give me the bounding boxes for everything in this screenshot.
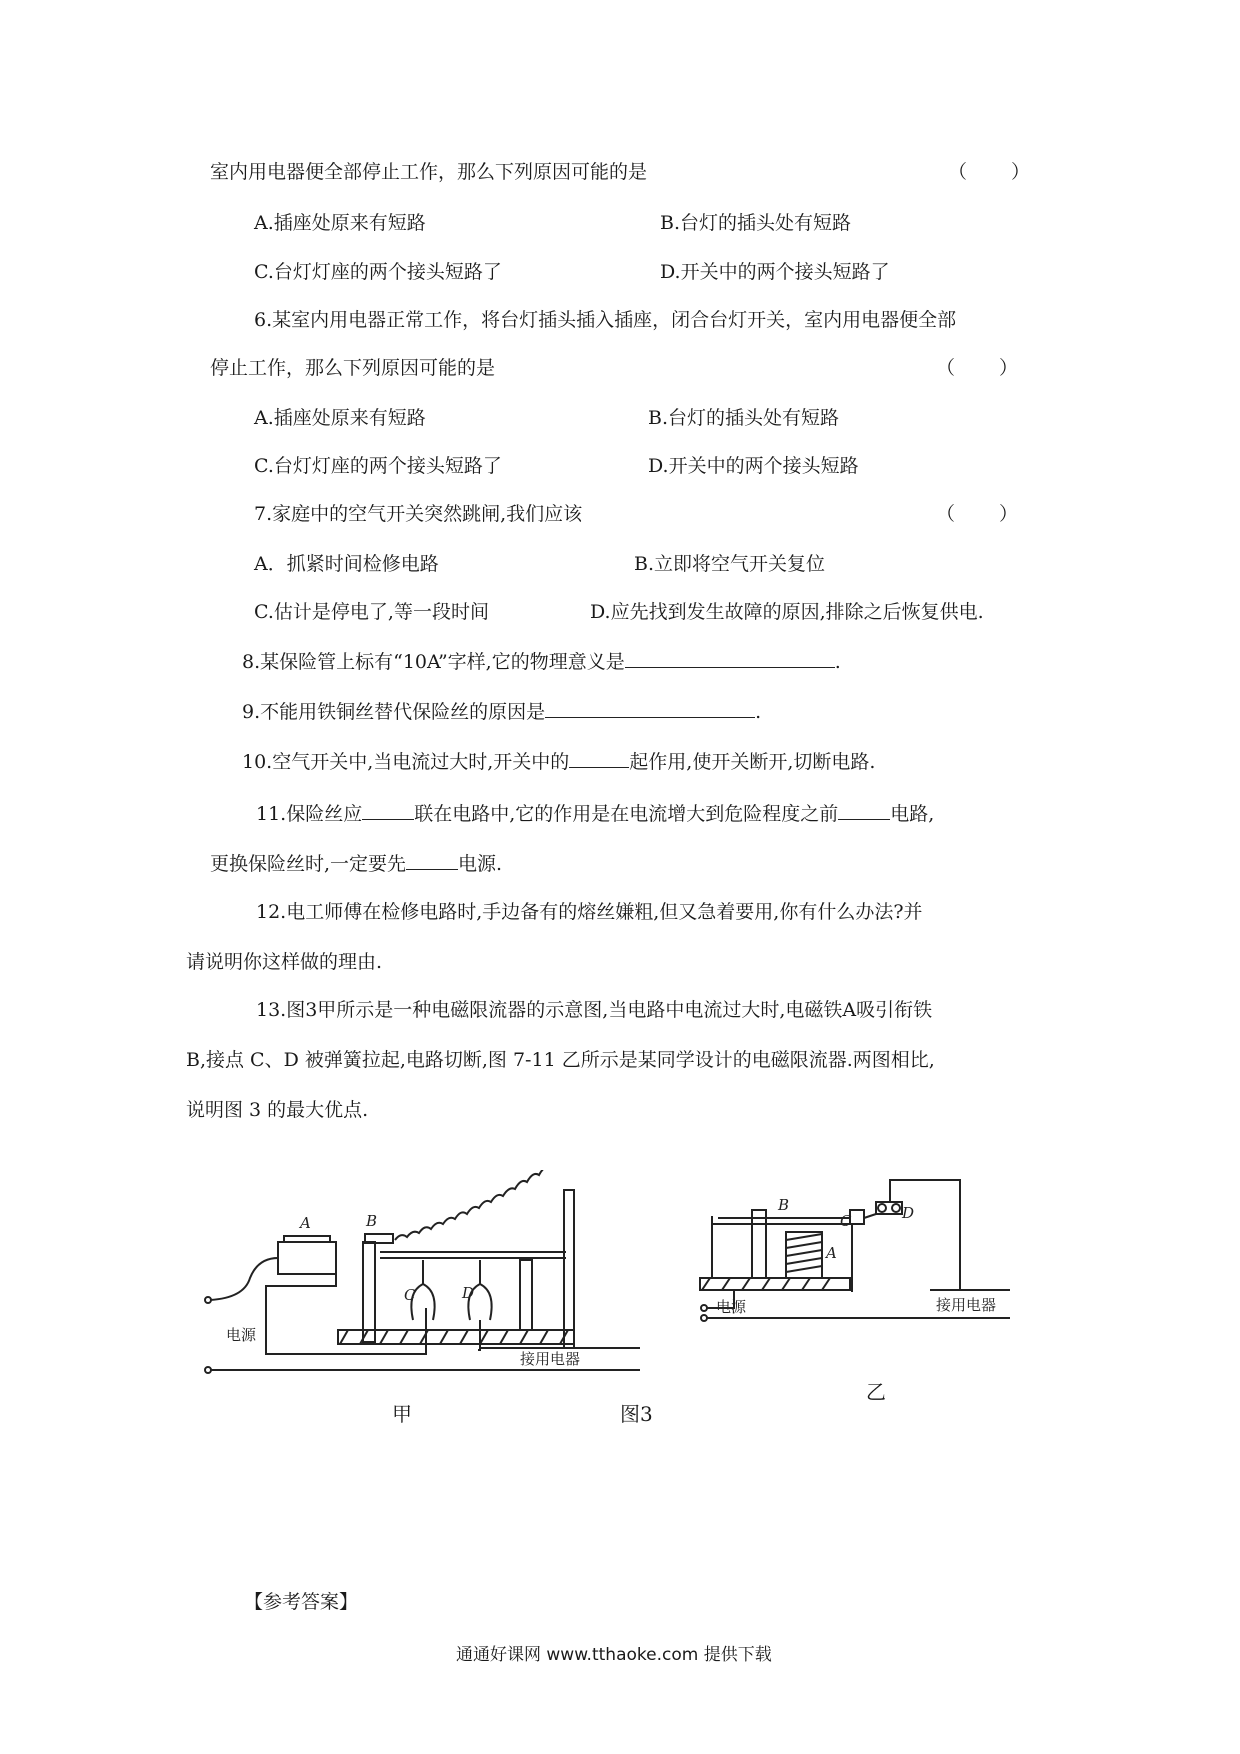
q6-option-b: B.台灯的插头处有短路 — [648, 407, 840, 429]
figure-yi-current-limiter — [690, 1170, 1050, 1340]
label-b: B — [778, 1196, 790, 1214]
q6-stem-line2: 停止工作，那么下列原因可能的是 — [210, 357, 496, 379]
q11-text-3: 电路, — [890, 803, 935, 825]
figure-title: 图3 — [620, 1402, 653, 1426]
q5-option-b: B.台灯的插头处有短路 — [660, 212, 852, 234]
q6-stem-line1: 6.某室内用电器正常工作，将台灯插头插入插座，闭合台灯开关，室内用电器便全部 — [254, 309, 957, 331]
q12-line1: 12.电工师傅在检修电路时,手边备有的熔丝嫌粗,但又急着要用,你有什么办法?并 — [256, 901, 923, 923]
q5-option-c: C.台灯灯座的两个接头短路了 — [254, 261, 502, 283]
q7-option-c: C.估计是停电了,等一段时间 — [254, 601, 489, 623]
q11-blank-1[interactable] — [362, 801, 414, 820]
q8-answer-blank[interactable] — [625, 649, 835, 668]
q11-blank-2[interactable] — [838, 801, 890, 820]
label-a: A — [300, 1214, 311, 1232]
q5-stem: 室内用电器便全部停止工作，那么下列原因可能的是 — [210, 161, 648, 183]
q9-answer-blank[interactable] — [545, 699, 755, 718]
q8-question — [242, 648, 841, 676]
footer-text: 通通好课网 www.tthaoke.com 提供下载 — [456, 1645, 772, 1665]
armature-b — [363, 1242, 375, 1342]
q6-answer-bracket: （ ） — [936, 357, 1021, 379]
label-load: 接用电器 — [936, 1296, 997, 1314]
q11-text-4: 更换保险丝时,一定要先 — [210, 853, 407, 875]
q6-option-a: A.插座处原来有短路 — [254, 407, 426, 429]
q10-question — [242, 748, 875, 776]
label-power-source: 电源 — [716, 1298, 747, 1316]
q7-answer-bracket: （ ） — [936, 503, 1021, 525]
q10-text-pre: 10.空气开关中,当电流过大时,开关中的 — [242, 751, 570, 773]
label-d: D — [462, 1284, 475, 1302]
q10-answer-blank[interactable] — [569, 749, 629, 768]
q5-answer-bracket: （ ） — [948, 161, 1033, 183]
q13-line3: 说明图 3 的最大优点. — [186, 1099, 369, 1121]
label-power-source: 电源 — [226, 1326, 257, 1344]
q9-question — [242, 698, 761, 726]
caption-jia: 甲 — [392, 1402, 412, 1426]
answer-heading: 【参考答案】 — [244, 1591, 359, 1613]
q11-text-5: 电源. — [458, 853, 503, 875]
armature-b — [752, 1210, 766, 1278]
q7-option-a: A．抓紧时间检修电路 — [254, 553, 439, 575]
label-b: B — [366, 1212, 378, 1230]
spring — [395, 1170, 563, 1240]
q13-line2: B,接点 C、D 被弹簧拉起,电路切断,图 7-11 乙所示是某同学设计的电磁限流器.两图相比, — [186, 1049, 935, 1071]
electromagnet-a — [278, 1242, 336, 1274]
q8-end: . — [834, 651, 841, 673]
contact-c — [850, 1210, 864, 1224]
q6-option-c: C.台灯灯座的两个接头短路了 — [254, 455, 502, 477]
label-a: A — [826, 1244, 837, 1262]
label-d: D — [902, 1204, 915, 1222]
q6-option-d: D.开关中的两个接头短路 — [648, 455, 859, 477]
label-c: C — [404, 1286, 416, 1304]
q11-line1 — [256, 800, 934, 828]
q11-blank-3[interactable] — [406, 851, 458, 870]
q7-option-d: D.应先找到发生故障的原因,排除之后恢复供电. — [590, 601, 984, 623]
q13-line1: 13.图3甲所示是一种电磁限流器的示意图,当电路中电流过大时,电磁铁A吸引衔铁 — [256, 999, 933, 1021]
caption-yi: 乙 — [866, 1380, 886, 1404]
q11-line2 — [210, 850, 502, 878]
q9-end: . — [755, 701, 762, 723]
q12-line2: 请说明你这样做的理由. — [186, 951, 383, 973]
label-load: 接用电器 — [520, 1350, 581, 1368]
q9-text: 9.不能用铁铜丝替代保险丝的原因是 — [242, 701, 546, 723]
q11-text-1: 11.保险丝应 — [256, 803, 363, 825]
label-c: C — [840, 1212, 852, 1230]
figure-jia-current-limiter — [200, 1170, 670, 1380]
q5-option-a: A.插座处原来有短路 — [254, 212, 426, 234]
q7-option-b: B.立即将空气开关复位 — [634, 553, 826, 575]
wall — [564, 1190, 574, 1348]
q7-stem: 7.家庭中的空气开关突然跳闸,我们应该 — [254, 503, 583, 525]
q8-text: 8.某保险管上标有“10A”字样,它的物理意义是 — [242, 651, 625, 673]
q10-text-post: 起作用,使开关断开,切断电路. — [629, 751, 876, 773]
q11-text-2: 联在电路中,它的作用是在电流增大到危险程度之前 — [414, 803, 839, 825]
q5-option-d: D.开关中的两个接头短路了 — [660, 261, 890, 283]
